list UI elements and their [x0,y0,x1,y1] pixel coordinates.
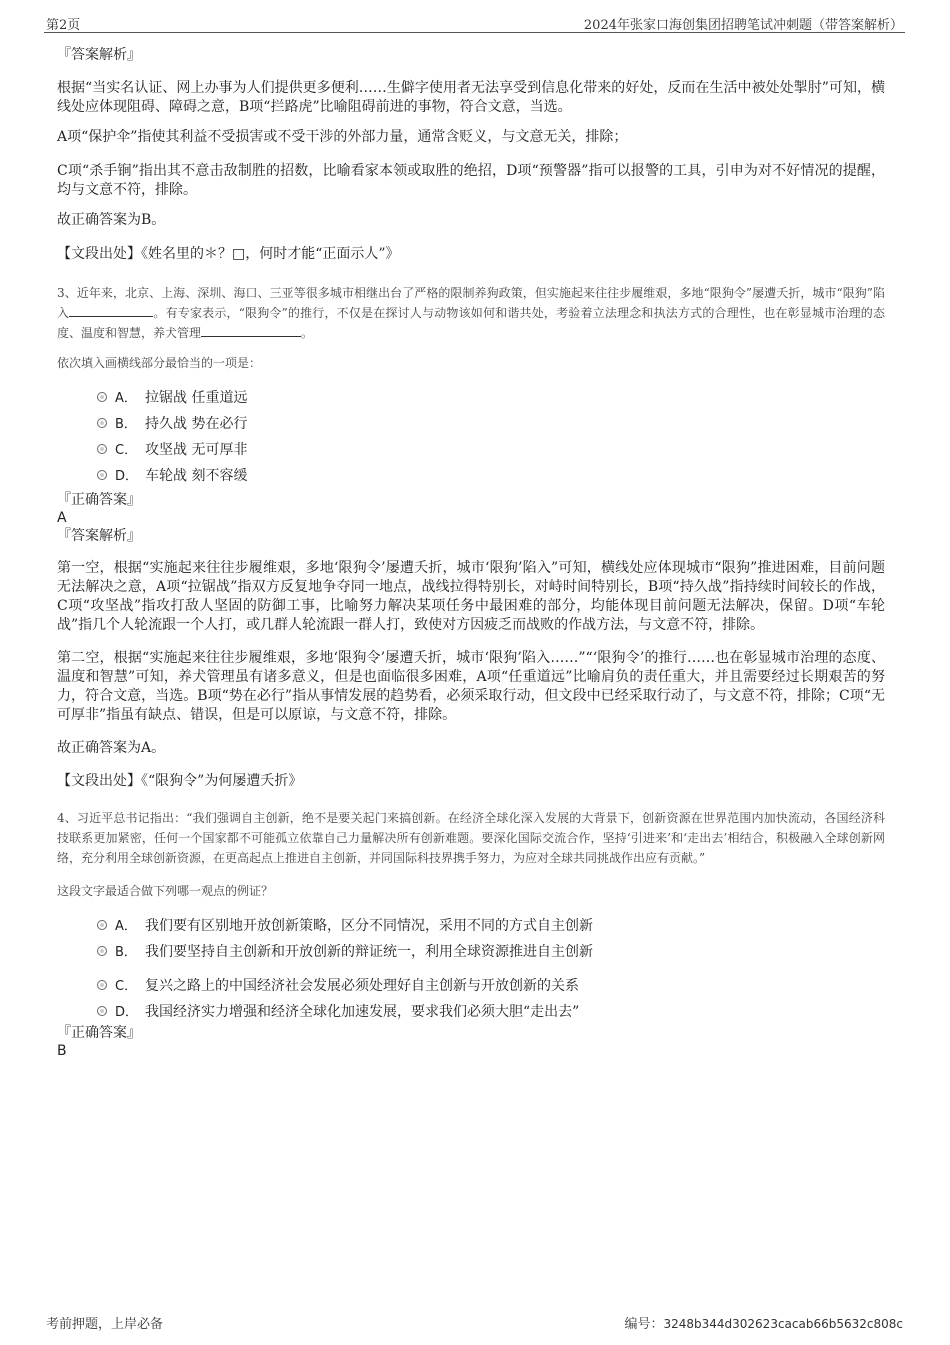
q3-answer-label: 『正确答案』 [57,492,141,508]
option-letter: C． [115,443,138,458]
q3-source: 【文段出处】《“限狗令”为何屡遭夭折》 [57,773,303,789]
page-header [44,12,905,33]
option-letter: D． [115,469,139,484]
q4-answer: B [57,1043,67,1059]
q2-analysis-p2: A项“保护伞”指使其利益不受损害或不受干涉的外部力量，通常含贬义，与文意无关，排除； [57,129,628,145]
radio-icon[interactable] [97,392,107,402]
q3-option-c[interactable] [57,436,885,462]
option-letter: B． [115,417,137,432]
document-title: 2024年张家口海创集团招聘笔试冲刺题（带答案解析） [583,18,903,33]
q3-option-a[interactable] [57,384,885,410]
option-text: 车轮战 刻不容缓 [145,468,248,484]
radio-icon[interactable] [97,920,107,930]
q3-answer: A [57,510,67,526]
radio-icon[interactable] [97,444,107,454]
option-text: 我们要有区别地开放创新策略，区分不同情况，采用不同的方式自主创新 [145,918,593,934]
q3-analysis-p1: 第一空，根据“实施起来往往步履维艰，多地‘限狗令’屡遭夭折，城市‘限狗’陷入”可知，横线处应体现城市“限狗”推进困难，目前问题无法解决之意，A项“拉锯战”指双方反复地争夺同一地点，战线拉得特别长，对峙时间特别长，B项“持久战”指持续时间较长的作战，C项“攻坚战”指攻打敌人坚固的防御工事，比喻努力解决某项任务中最困难的部分，均能体现目前问题无法解决，保留。D项“车轮战”指几个人轮流跟一个人打，或几群人轮流跟一群人打，致使对方因疲乏而战败的作战方法，与文意不符，排除。 [57,560,885,633]
document-code [624,1313,903,1332]
q3-analysis-label: 『答案解析』 [57,528,141,544]
option-text: 复兴之路上的中国经济社会发展必须处理好自主创新与开放创新的关系 [145,978,579,994]
q3-text-part2: 。有专家表示，“限狗令”的推行，不仅是在探讨人与动物该如何和谐共处，考验着立法理念和执法方式的合理性，也在彰显城市治理的态度、温度和智慧，养犬管理 [57,306,885,340]
q3-conclusion: 故正确答案为A。 [57,740,166,756]
page-content [57,46,885,1060]
option-text: 我们要坚持自主创新和开放创新的辩证统一，利用全球资源推进自主创新 [145,944,593,960]
q4-option-b[interactable] [57,938,885,972]
q4-option-d[interactable] [57,998,885,1024]
option-text: 攻坚战 无可厚非 [145,442,248,458]
option-letter: C． [115,979,138,994]
radio-icon[interactable] [97,418,107,428]
option-letter: A． [115,391,137,406]
question-4 [57,808,885,1060]
radio-icon[interactable] [97,946,107,956]
footer-slogan: 考前押题，上岸必备 [46,1317,164,1332]
option-text: 我国经济实力增强和经济全球化加速发展，要求我们必须大胆“走出去” [145,1004,580,1020]
q3-analysis-p2: 第二空，根据“实施起来往往步履维艰，多地‘限狗令’屡遭夭折，城市‘限狗’陷入……”“‘限狗令’的推行……也在彰显城市治理的态度、温度和智慧”可知，养犬管理虽有诸多意义，但是也面临很多困难，A项“任重道远”比喻肩负的责任重大，并且需要经过长期艰苦的努力，符合文意，当选。B项“势在必行”指从事情发展的趋势看，必须采取行动，但文段中已经采取行动了，与文意不符，排除；C项“无可厚非”指虽有缺点、错误，但是可以原谅，与文意不符，排除。 [57,650,885,723]
q2-analysis-p1: 根据“当实名认证、网上办事为人们提供更多便利……生僻字使用者无法享受到信息化带来的好处，反而在生活中被处处掣肘”可知，横线处应体现阻碍、障碍之意，B项“拦路虎”比喻阻碍前进的事物，符合文意，当选。 [57,80,885,115]
code-value: 3248b344d302623cacab66b5632c808c [663,1317,903,1331]
q3-prompt: 依次填入画横线部分最恰当的一项是： [57,356,262,370]
q2-analysis [57,46,885,264]
q2-analysis-p3: C项“杀手锏”指出其不意击敌制胜的招数，比喻看家本领或取胜的绝招，D项“预警器”指可以报警的工具，引申为对不好情况的提醒，均与文意不符，排除。 [57,163,885,198]
q3-options [57,384,885,488]
option-text: 持久战 势在必行 [145,416,248,432]
q3-text-part1: 3、近年来，北京、上海、深圳、海口、三亚等很多城市相继出台了严格的限制养狗政策，但实施起来往往步履维艰，多地“限狗令”屡遭夭折，城市“限狗”陷入 [57,286,885,320]
q2-source: 【文段出处】《姓名里的＊？□，何时才能“正面示人”》 [57,246,400,262]
q3-text-part3: 。 [301,326,314,340]
q4-text: 4、习近平总书记指出：“我们强调自主创新，绝不是要关起门来搞创新。在经济全球化深入发展的大背景下，创新资源在世界范围内加快流动，各国经济科技联系更加紧密，任何一个国家都不可能孤立依靠自己力量解决所有创新难题。要深化国际交流合作，坚持‘引进来’和‘走出去’相结合，积极融入全球创新网络，充分利用全球创新资源，在更高起点上推进自主创新，并同国际科技界携手努力，为应对全球共同挑战作出应有贡献。” [57,811,885,865]
q3-blank-1 [69,304,153,317]
q2-conclusion: 故正确答案为B。 [57,212,166,228]
radio-icon[interactable] [97,470,107,480]
option-letter: A． [115,919,137,934]
q3-option-b[interactable] [57,410,885,436]
question-3 [57,283,885,791]
q3-text [57,283,885,343]
q4-option-c[interactable] [57,972,885,998]
q4-prompt: 这段文字最适合做下列哪一观点的例证？ [57,884,274,898]
radio-icon[interactable] [97,980,107,990]
page-number: 第2页 [46,18,81,33]
option-letter: B． [115,945,137,960]
q4-options [57,912,885,1024]
option-letter: D． [115,1005,139,1020]
q2-analysis-label: 『答案解析』 [57,47,141,63]
q4-option-a[interactable] [57,912,885,938]
q3-option-d[interactable] [57,462,885,488]
option-text: 拉锯战 任重道远 [145,390,248,406]
radio-icon[interactable] [97,1006,107,1016]
code-label: 编号： [624,1317,664,1332]
q3-blank-2 [201,324,301,337]
q4-answer-label: 『正确答案』 [57,1025,141,1041]
